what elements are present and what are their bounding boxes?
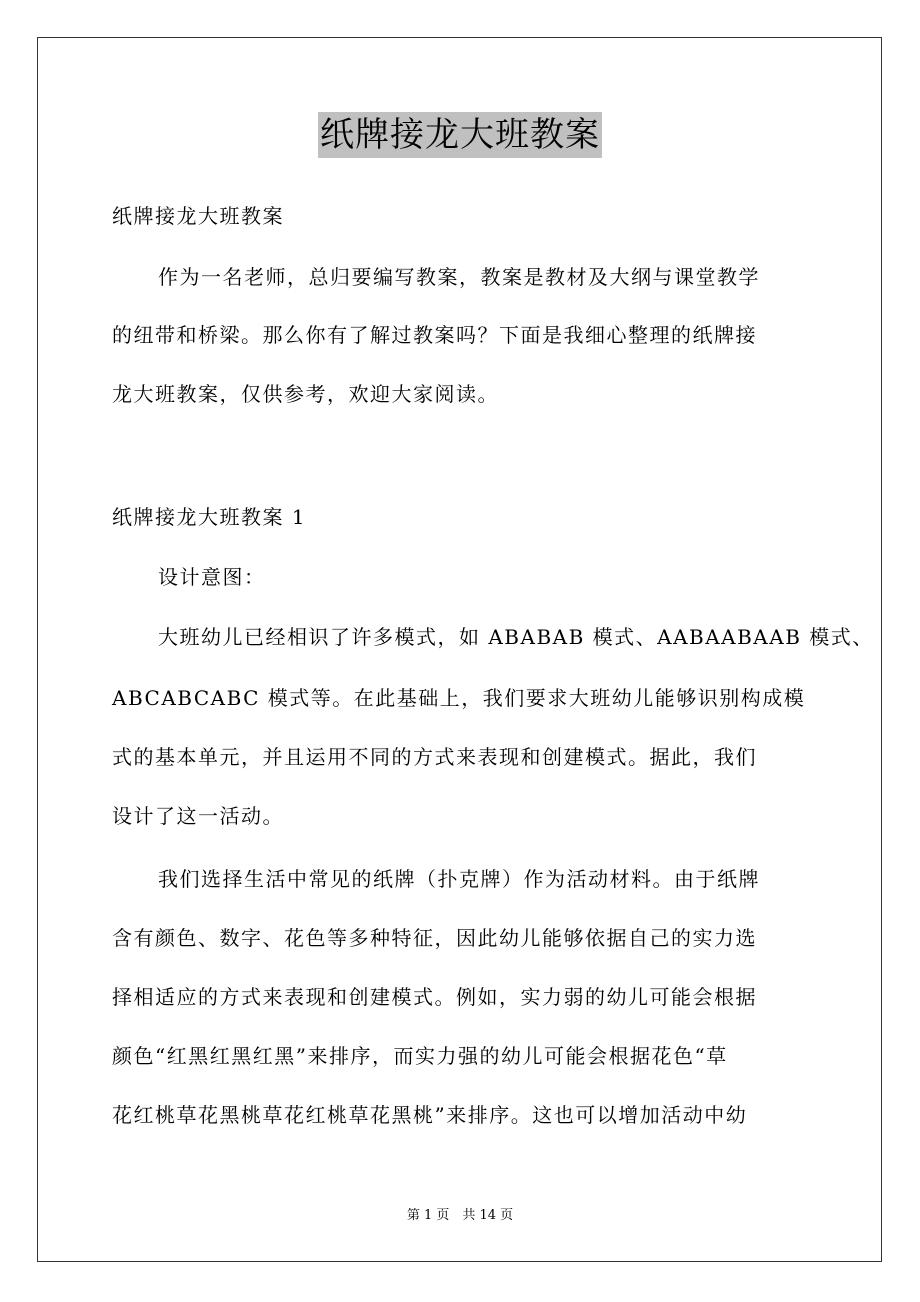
title-container — [0, 112, 920, 158]
design-intent-label: 设计意图： — [158, 565, 266, 589]
intro-line-3: 龙大班教案，仅供参考，欢迎大家阅读。 — [112, 382, 499, 406]
intro-line-1: 作为一名老师，总归要编写教案，教案是教材及大纲与课堂教学 — [158, 265, 760, 289]
document-subtitle: 纸牌接龙大班教案 — [112, 204, 284, 228]
section-heading: 纸牌接龙大班教案 1 — [112, 505, 307, 529]
document-title: 纸牌接龙大班教案 — [318, 112, 602, 158]
para1-line-3: 式的基本单元，并且运用不同的方式来表现和创建模式。据此，我们 — [112, 745, 757, 769]
page-number: 第 1 页 共 14 页 — [406, 1208, 514, 1223]
para2-line-3: 择相适应的方式来表现和创建模式。例如，实力弱的幼儿可能会根据 — [112, 985, 757, 1009]
para2-line-5: 花红桃草花黑桃草花红桃草花黑桃”来排序。这也可以增加活动中幼 — [112, 1103, 748, 1127]
para2-line-2: 含有颜色、数字、花色等多种特征，因此幼儿能够依据自己的实力选 — [112, 926, 757, 950]
para1-line-2: ABCABCABC 模式等。在此基础上，我们要求大班幼儿能够识别构成模 — [112, 686, 806, 710]
intro-line-2: 的纽带和桥梁。那么你有了解过教案吗？下面是我细心整理的纸牌接 — [112, 323, 757, 347]
para1-line-1: 大班幼儿已经相识了许多模式，如 ABABAB 模式、AABAABAAB 模式、 — [158, 625, 874, 649]
para2-line-4: 颜色“红黑红黑红黑”来排序，而实力强的幼儿可能会根据花色“草 — [112, 1044, 728, 1068]
para1-line-4: 设计了这一活动。 — [112, 804, 284, 828]
para2-line-1: 我们选择生活中常见的纸牌（扑克牌）作为活动材料。由于纸牌 — [158, 867, 760, 891]
